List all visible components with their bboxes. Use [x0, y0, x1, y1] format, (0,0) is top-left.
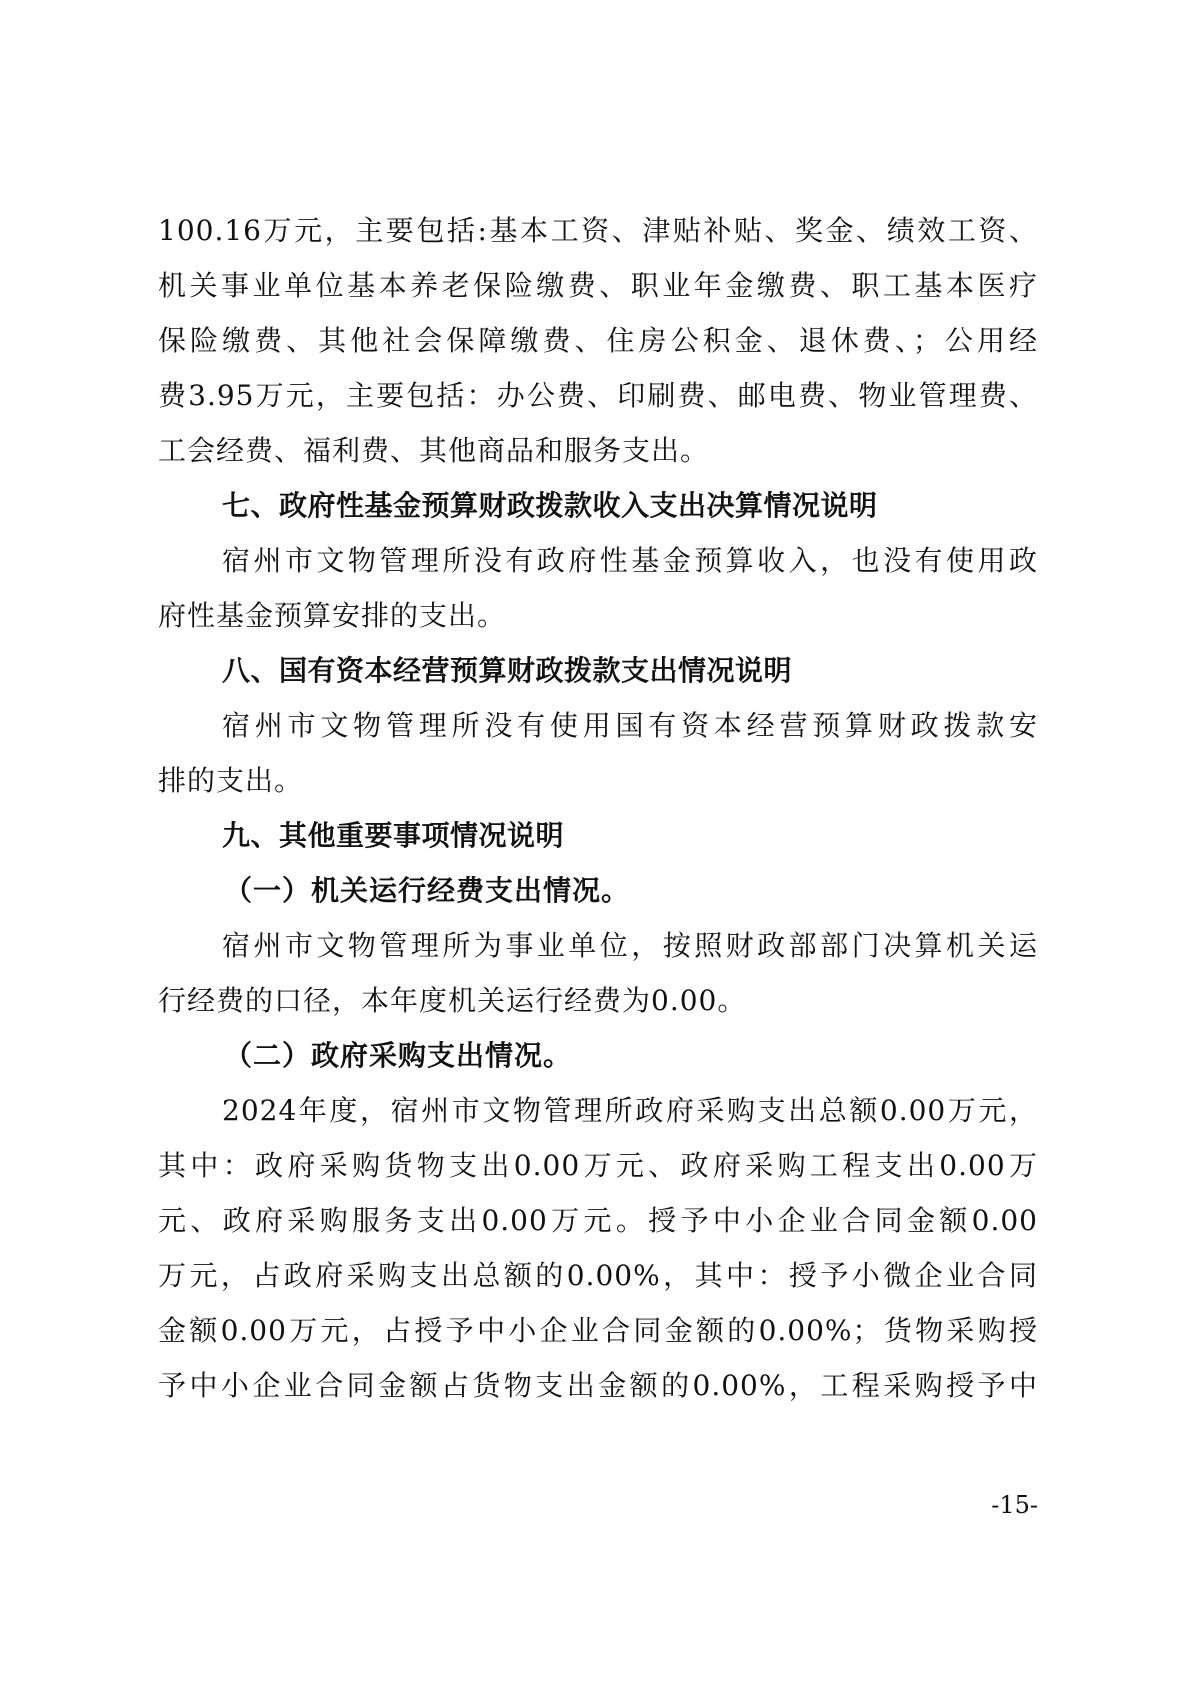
body-text-line: 机关事业单位基本养老保险缴费、职业年金缴费、职工基本医疗 [158, 269, 1038, 302]
body-text-line: 费3.95万元，主要包括：办公费、印刷费、邮电费、物业管理费、 [158, 379, 1038, 412]
body-text-line: 元、政府采购服务支出0.00万元。授予中小企业合同金额0.00 [158, 1204, 1038, 1237]
body-text-line: 宿州市文物管理所没有政府性基金预算收入，也没有使用政 [222, 544, 1038, 577]
body-text-line: 排的支出。 [158, 764, 304, 797]
subsection-heading: （二）政府采购支出情况。 [224, 1039, 573, 1072]
section-heading: 八、国有资本经营预算财政拨款支出情况说明 [222, 654, 793, 687]
body-text-line: 府性基金预算安排的支出。 [158, 599, 507, 632]
section-heading: 七、政府性基金预算财政拨款收入支出决算情况说明 [222, 489, 878, 522]
body-text-line: 2024年度，宿州市文物管理所政府采购支出总额0.00万元， [222, 1094, 1038, 1127]
body-text-line: 其中：政府采购货物支出0.00万元、政府采购工程支出0.00万 [158, 1149, 1038, 1182]
page-number: -15- [991, 1491, 1038, 1519]
body-text-line: 工会经费、福利费、其他商品和服务支出。 [158, 434, 710, 467]
body-text-line: 行经费的口径，本年度机关运行经费为0.00。 [158, 984, 747, 1017]
body-text-line: 万元，占政府采购支出总额的0.00%，其中：授予小微企业合同 [158, 1259, 1038, 1292]
body-text-line: 宿州市文物管理所没有使用国有资本经营预算财政拨款安 [222, 709, 1038, 742]
body-text-line: 金额0.00万元，占授予中小企业合同金额的0.00%；货物采购授 [158, 1314, 1038, 1347]
body-text-line: 保险缴费、其他社会保障缴费、住房公积金、退休费、；公用经 [158, 324, 1038, 357]
body-text-line: 100.16万元，主要包括:基本工资、津贴补贴、奖金、绩效工资、 [158, 214, 1038, 247]
body-text-line: 予中小企业合同金额占货物支出金额的0.00%，工程采购授予中 [158, 1369, 1038, 1402]
section-heading: 九、其他重要事项情况说明 [222, 819, 565, 852]
subsection-heading: （一）机关运行经费支出情况。 [224, 874, 631, 907]
body-text-line: 宿州市文物管理所为事业单位，按照财政部部门决算机关运 [222, 929, 1038, 962]
